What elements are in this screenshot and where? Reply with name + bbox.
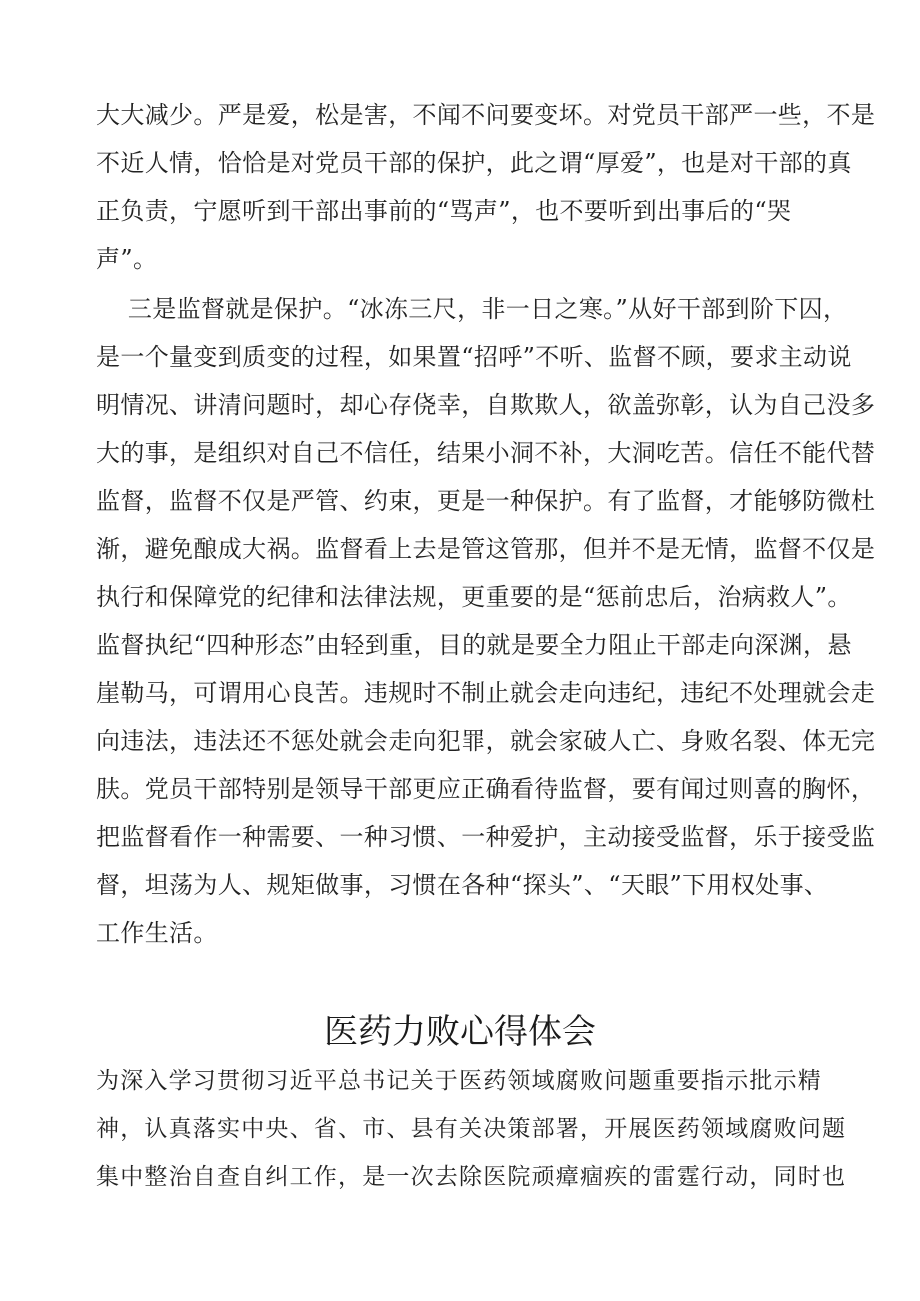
text-line: 神，认真落实中央、省、市、县有关决策部署，开展医药领域腐败问题 — [96, 1116, 847, 1142]
text-line: 向违法，违法还不惩处就会走向犯罪，就会家破人亡、身败名裂、体无完 — [96, 727, 876, 755]
text-line: 工作生活。 — [96, 919, 218, 947]
text-line: 监督，监督不仅是严管、约束，更是一种保护。有了监督，才能够防微杜 — [96, 487, 876, 515]
text-line: 明情况、讲清问题时，却心存侥幸，自欺欺人，欲盖弥彰，认为自己没多 — [96, 391, 876, 419]
text-line: 大的事，是组织对自己不信任，结果小洞不补，大洞吃苦。信任不能代替 — [96, 439, 876, 467]
text-line: 把监督看作一种需要、一种习惯、一种爱护，主动接受监督，乐于接受监 — [96, 823, 876, 851]
text-line: 崖勒马，可谓用心良苦。违规时不制止就会走向违纪，违纪不处理就会走 — [96, 679, 876, 707]
section-title: 医药力败心得体会 — [324, 1012, 596, 1052]
text-line: 监督执纪“四种形态”由轻到重，目的就是要全力阻止干部走向深渊，悬 — [96, 631, 852, 659]
text-line: 督，坦荡为人、规矩做事，习惯在各种“探头”、“天眼”下用权处事、 — [96, 871, 829, 899]
text-line: 声”。 — [96, 245, 158, 273]
text-line: 大大减少。严是爱，松是害，不闻不问要变坏。对党员干部严一些，不是 — [96, 101, 876, 129]
text-line: 不近人情，恰恰是对党员干部的保护，此之谓“厚爱”，也是对干部的真 — [96, 149, 852, 177]
text-line: 正负责，宁愿听到干部出事前的“骂声”，也不要听到出事后的“哭 — [96, 197, 792, 225]
text-line: 执行和保障党的纪律和法律法规，更重要的是“惩前忠后，治病救人”。 — [96, 583, 852, 611]
text-line: 是一个量变到质变的过程，如果置“招呼”不听、监督不顾，要求主动说 — [96, 343, 852, 371]
text-line: 集中整治自查自纠工作，是一次去除医院顽瘴痼疾的雷霆行动，同时也 — [96, 1164, 847, 1190]
text-line: 渐，避免酿成大祸。监督看上去是管这管那，但并不是无情，监督不仅是 — [96, 535, 876, 563]
text-line: 为深入学习贯彻习近平总书记关于医药领域腐败问题重要指示批示精 — [96, 1068, 822, 1094]
text-line: 三是监督就是保护。“冰冻三尺，非一日之寒。”从好干部到阶下囚， — [96, 295, 848, 323]
text-line: 肤。党员干部特别是领导干部更应正确看待监督，要有闻过则喜的胸怀， — [96, 775, 876, 803]
